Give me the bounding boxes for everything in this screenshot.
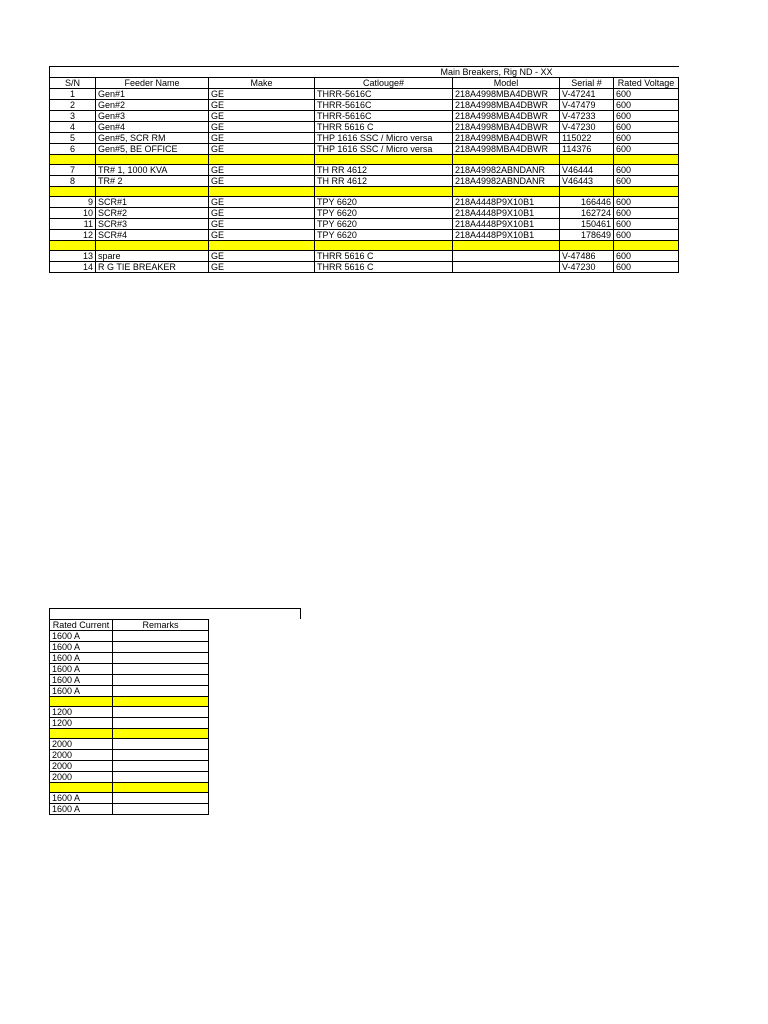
- voltage-cell: 600: [614, 111, 679, 122]
- highlight-cell: [50, 155, 96, 165]
- model-cell: 218A4998MBA4DBWR: [453, 111, 560, 122]
- highlight-cell: [50, 783, 113, 793]
- voltage-cell: 600: [614, 100, 679, 111]
- highlight-cell: [209, 241, 315, 251]
- remarks-cell: [113, 653, 209, 664]
- rated-current-cell: 1600 A: [50, 675, 113, 686]
- serial-cell: 150461: [560, 219, 614, 230]
- serial-cell: V46444: [560, 165, 614, 176]
- rated-current-cell: 1600 A: [50, 804, 113, 815]
- table-row: [50, 165, 679, 176]
- highlight-cell: [50, 187, 96, 197]
- highlight-cell: [560, 155, 614, 165]
- catalogue-cell: THRR-5616C: [315, 89, 453, 100]
- header-feeder-name: Feeder Name: [96, 78, 209, 89]
- serial-cell: V46443: [560, 176, 614, 187]
- catalogue-cell: TH RR 4612: [315, 165, 453, 176]
- sheet-title: Main Breakers, Rig ND - XX: [315, 67, 679, 78]
- feeder-name-cell: Gen#3: [96, 111, 209, 122]
- remarks-cell: [113, 739, 209, 750]
- table-row: [50, 718, 209, 729]
- table-row: [50, 262, 679, 273]
- make-cell: GE: [209, 197, 315, 208]
- remarks-cell: [113, 761, 209, 772]
- highlight-cell: [50, 241, 96, 251]
- feeder-name-cell: Gen#5, SCR RM: [96, 133, 209, 144]
- serial-cell: 115022: [560, 133, 614, 144]
- catalogue-cell: TH RR 4612: [315, 176, 453, 187]
- sn-cell: 9: [50, 197, 96, 208]
- table-row: [50, 208, 679, 219]
- highlight-cell: [453, 155, 560, 165]
- voltage-cell: 600: [614, 133, 679, 144]
- serial-cell: 114376: [560, 144, 614, 155]
- highlight-cell: [315, 155, 453, 165]
- model-cell: 218A49982ABNDANR: [453, 176, 560, 187]
- voltage-cell: 600: [614, 208, 679, 219]
- highlight-row: [50, 187, 679, 197]
- catalogue-cell: THP 1616 SSC / Micro versa: [315, 144, 453, 155]
- catalogue-cell: THRR 5616 C: [315, 251, 453, 262]
- serial-cell: V-47479: [560, 100, 614, 111]
- make-cell: GE: [209, 230, 315, 241]
- make-cell: GE: [209, 176, 315, 187]
- highlight-cell: [113, 783, 209, 793]
- rated-current-cell: 2000: [50, 761, 113, 772]
- sn-cell: 14: [50, 262, 96, 273]
- sn-cell: 10: [50, 208, 96, 219]
- make-cell: GE: [209, 165, 315, 176]
- sn-cell: 5: [50, 133, 96, 144]
- serial-cell: 166446: [560, 197, 614, 208]
- table-row: [50, 750, 209, 761]
- feeder-name-cell: Gen#4: [96, 122, 209, 133]
- feeder-name-cell: TR# 1, 1000 KVA: [96, 165, 209, 176]
- feeder-name-cell: SCR#2: [96, 208, 209, 219]
- rated-current-cell: 2000: [50, 750, 113, 761]
- highlight-row: [50, 155, 679, 165]
- remarks-cell: [113, 686, 209, 697]
- feeder-name-cell: Gen#2: [96, 100, 209, 111]
- serial-cell: V-47486: [560, 251, 614, 262]
- highlight-cell: [113, 729, 209, 739]
- highlight-cell: [453, 187, 560, 197]
- table-row: [50, 761, 209, 772]
- header-row: [50, 78, 679, 89]
- sn-cell: 3: [50, 111, 96, 122]
- model-cell: 218A4998MBA4DBWR: [453, 100, 560, 111]
- highlight-cell: [209, 155, 315, 165]
- table-row: [50, 122, 679, 133]
- table-row: [50, 144, 679, 155]
- model-cell: 218A4448P9X10B1: [453, 219, 560, 230]
- highlight-cell: [96, 187, 209, 197]
- make-cell: GE: [209, 262, 315, 273]
- remarks-cell: [113, 750, 209, 761]
- model-cell: 218A4998MBA4DBWR: [453, 144, 560, 155]
- main-breakers-table: [49, 66, 679, 273]
- sn-cell: 12: [50, 230, 96, 241]
- table-row: [50, 686, 209, 697]
- title-row: [50, 67, 679, 78]
- remarks-cell: [113, 718, 209, 729]
- model-cell: [453, 251, 560, 262]
- secondary-header-bar: [49, 608, 301, 619]
- table-row: [50, 197, 679, 208]
- voltage-cell: 600: [614, 144, 679, 155]
- make-cell: GE: [209, 100, 315, 111]
- model-cell: 218A49982ABNDANR: [453, 165, 560, 176]
- feeder-name-cell: R G TIE BREAKER: [96, 262, 209, 273]
- header-model: Model: [453, 78, 560, 89]
- model-cell: 218A4998MBA4DBWR: [453, 133, 560, 144]
- rated-current-table: [49, 619, 209, 815]
- feeder-name-cell: SCR#3: [96, 219, 209, 230]
- catalogue-cell: THRR-5616C: [315, 100, 453, 111]
- model-cell: 218A4998MBA4DBWR: [453, 89, 560, 100]
- table-row: [50, 89, 679, 100]
- model-cell: 218A4448P9X10B1: [453, 230, 560, 241]
- model-cell: [453, 262, 560, 273]
- sn-cell: 4: [50, 122, 96, 133]
- highlight-row: [50, 697, 209, 707]
- voltage-cell: 600: [614, 251, 679, 262]
- make-cell: GE: [209, 111, 315, 122]
- highlight-cell: [560, 241, 614, 251]
- table-row: [50, 251, 679, 262]
- highlight-cell: [209, 187, 315, 197]
- model-cell: 218A4998MBA4DBWR: [453, 122, 560, 133]
- remarks-cell: [113, 631, 209, 642]
- voltage-cell: 600: [614, 230, 679, 241]
- model-cell: 218A4448P9X10B1: [453, 208, 560, 219]
- serial-cell: V-47241: [560, 89, 614, 100]
- serial-cell: V-47233: [560, 111, 614, 122]
- header-row: [50, 620, 209, 631]
- highlight-cell: [315, 187, 453, 197]
- model-cell: 218A4448P9X10B1: [453, 197, 560, 208]
- table-body: [50, 631, 209, 815]
- highlight-cell: [113, 697, 209, 707]
- catalogue-cell: TPY 6620: [315, 219, 453, 230]
- sn-cell: 13: [50, 251, 96, 262]
- highlight-cell: [614, 155, 679, 165]
- catalogue-cell: THRR 5616 C: [315, 262, 453, 273]
- make-cell: GE: [209, 122, 315, 133]
- remarks-cell: [113, 664, 209, 675]
- voltage-cell: 600: [614, 219, 679, 230]
- make-cell: GE: [209, 144, 315, 155]
- sn-cell: 8: [50, 176, 96, 187]
- header-serial: Serial #: [560, 78, 614, 89]
- header-remarks: Remarks: [113, 620, 209, 631]
- highlight-row: [50, 241, 679, 251]
- table-row: [50, 642, 209, 653]
- catalogue-cell: TPY 6620: [315, 230, 453, 241]
- header-rated-voltage: Rated Voltage: [614, 78, 679, 89]
- sn-cell: 2: [50, 100, 96, 111]
- remarks-cell: [113, 642, 209, 653]
- rated-current-cell: 1600 A: [50, 653, 113, 664]
- sn-cell: 6: [50, 144, 96, 155]
- remarks-cell: [113, 804, 209, 815]
- serial-cell: 162724: [560, 208, 614, 219]
- highlight-cell: [614, 187, 679, 197]
- rated-current-cell: 1600 A: [50, 686, 113, 697]
- highlight-cell: [614, 241, 679, 251]
- table-row: [50, 675, 209, 686]
- highlight-cell: [315, 241, 453, 251]
- feeder-name-cell: spare: [96, 251, 209, 262]
- feeder-name-cell: SCR#1: [96, 197, 209, 208]
- serial-cell: V-47230: [560, 262, 614, 273]
- table-row: [50, 230, 679, 241]
- catalogue-cell: THP 1616 SSC / Micro versa: [315, 133, 453, 144]
- rated-current-cell: 1200: [50, 707, 113, 718]
- voltage-cell: 600: [614, 122, 679, 133]
- table-row: [50, 653, 209, 664]
- sn-cell: 7: [50, 165, 96, 176]
- header-make: Make: [209, 78, 315, 89]
- feeder-name-cell: Gen#5, BE OFFICE: [96, 144, 209, 155]
- header-sn: S/N: [50, 78, 96, 89]
- voltage-cell: 600: [614, 176, 679, 187]
- rated-current-cell: 1600 A: [50, 642, 113, 653]
- table-row: [50, 804, 209, 815]
- highlight-cell: [560, 187, 614, 197]
- catalogue-cell: THRR 5616 C: [315, 122, 453, 133]
- voltage-cell: 600: [614, 262, 679, 273]
- table-row: [50, 176, 679, 187]
- feeder-name-cell: SCR#4: [96, 230, 209, 241]
- table-row: [50, 133, 679, 144]
- make-cell: GE: [209, 219, 315, 230]
- voltage-cell: 600: [614, 197, 679, 208]
- rated-current-cell: 1200: [50, 718, 113, 729]
- remarks-cell: [113, 772, 209, 783]
- highlight-cell: [453, 241, 560, 251]
- make-cell: GE: [209, 89, 315, 100]
- rated-current-cell: 2000: [50, 772, 113, 783]
- serial-cell: 178649: [560, 230, 614, 241]
- table-row: [50, 739, 209, 750]
- highlight-cell: [96, 155, 209, 165]
- make-cell: GE: [209, 133, 315, 144]
- rated-current-cell: 1600 A: [50, 793, 113, 804]
- table-row: [50, 100, 679, 111]
- remarks-cell: [113, 675, 209, 686]
- feeder-name-cell: TR# 2: [96, 176, 209, 187]
- table-row: [50, 772, 209, 783]
- rated-current-cell: 1600 A: [50, 664, 113, 675]
- voltage-cell: 600: [614, 89, 679, 100]
- make-cell: GE: [209, 251, 315, 262]
- catalogue-cell: TPY 6620: [315, 208, 453, 219]
- header-catalogue: Catlouge#: [315, 78, 453, 89]
- highlight-cell: [50, 697, 113, 707]
- table-row: [50, 111, 679, 122]
- catalogue-cell: THRR-5616C: [315, 111, 453, 122]
- catalogue-cell: TPY 6620: [315, 197, 453, 208]
- highlight-row: [50, 783, 209, 793]
- make-cell: GE: [209, 208, 315, 219]
- remarks-cell: [113, 707, 209, 718]
- table-row: [50, 631, 209, 642]
- voltage-cell: 600: [614, 165, 679, 176]
- feeder-name-cell: Gen#1: [96, 89, 209, 100]
- highlight-row: [50, 729, 209, 739]
- table-row: [50, 707, 209, 718]
- header-rated-current: Rated Current: [50, 620, 113, 631]
- rated-current-cell: 1600 A: [50, 631, 113, 642]
- table-body: [50, 89, 679, 273]
- remarks-cell: [113, 793, 209, 804]
- sn-cell: 11: [50, 219, 96, 230]
- table-row: [50, 793, 209, 804]
- rated-current-cell: 2000: [50, 739, 113, 750]
- serial-cell: V-47230: [560, 122, 614, 133]
- table-row: [50, 664, 209, 675]
- highlight-cell: [96, 241, 209, 251]
- table-row: [50, 219, 679, 230]
- sn-cell: 1: [50, 89, 96, 100]
- highlight-cell: [50, 729, 113, 739]
